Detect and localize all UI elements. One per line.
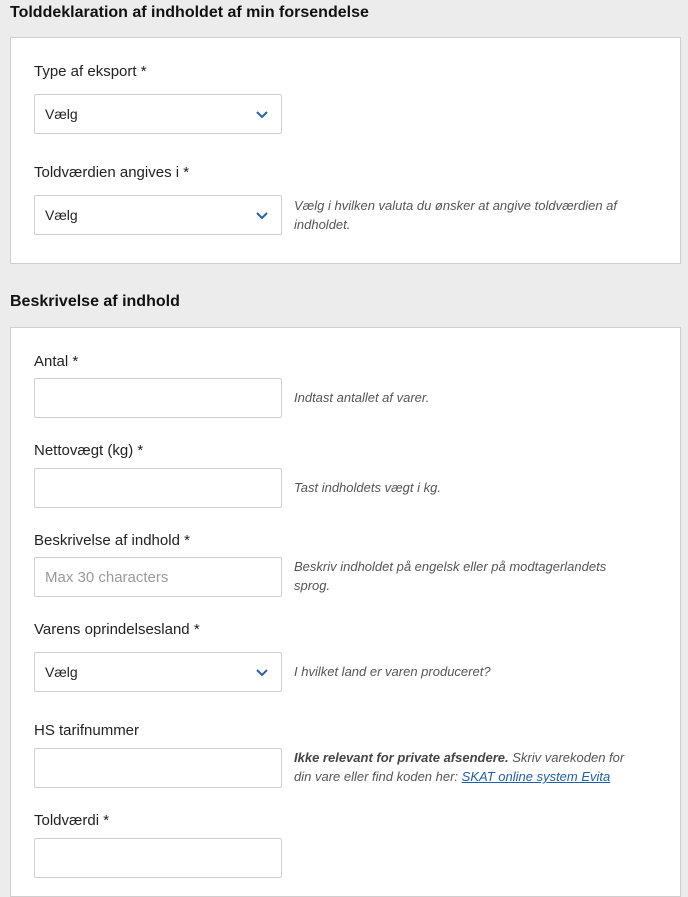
customs-value-label: Toldværdi * [34, 812, 110, 829]
description-input[interactable] [34, 557, 282, 597]
contents-panel [10, 327, 681, 897]
export-type-value: Vælg [45, 106, 78, 122]
quantity-label: Antal * [34, 353, 79, 370]
weight-help: Tast indholdets vægt i kg. [294, 480, 441, 495]
customs-declaration-title: Tolddeklaration af indholdet af min forsendelse [10, 4, 369, 21]
customs-declaration-panel [10, 37, 681, 264]
chevron-down-icon [255, 107, 269, 121]
weight-input[interactable] [34, 468, 282, 508]
hs-help-text: Skriv varekoden for din vare eller find koden her: [294, 750, 625, 784]
quantity-help: Indtast antallet af varer. [294, 390, 430, 405]
quantity-input[interactable] [34, 378, 282, 418]
export-type-label: Type af eksport * [34, 63, 147, 80]
currency-select[interactable] [34, 195, 282, 235]
origin-help: I hvilket land er varen produceret? [294, 664, 491, 679]
description-help: Beskriv indholdet på engelsk eller på modtagerlandets sprog. [294, 559, 607, 593]
description-label: Beskrivelse af indhold * [34, 532, 190, 549]
description-placeholder: Max 30 characters [45, 569, 169, 586]
currency-value: Vælg [45, 207, 78, 223]
origin-select[interactable] [34, 652, 282, 692]
weight-label: Nettovægt (kg) * [34, 442, 144, 459]
export-type-select[interactable] [34, 94, 282, 134]
currency-help: Vælg i hvilken valuta du ønsker at angive toldværdien af indholdet. [294, 198, 618, 232]
hs-input[interactable] [34, 748, 282, 788]
hs-label: HS tarifnummer [34, 722, 140, 739]
evita-link[interactable]: SKAT online system Evita [461, 769, 611, 784]
chevron-down-icon [255, 208, 269, 222]
origin-value: Vælg [45, 664, 78, 680]
contents-description-title: Beskrivelse af indhold [10, 293, 180, 310]
hs-help [294, 748, 639, 786]
origin-label: Varens oprindelsesland * [34, 621, 200, 638]
customs-value-input[interactable] [34, 838, 282, 878]
currency-label: Toldværdien angives i * [34, 164, 190, 181]
chevron-down-icon [255, 665, 269, 679]
hs-help-bold: Ikke relevant for private afsendere. [294, 750, 509, 765]
